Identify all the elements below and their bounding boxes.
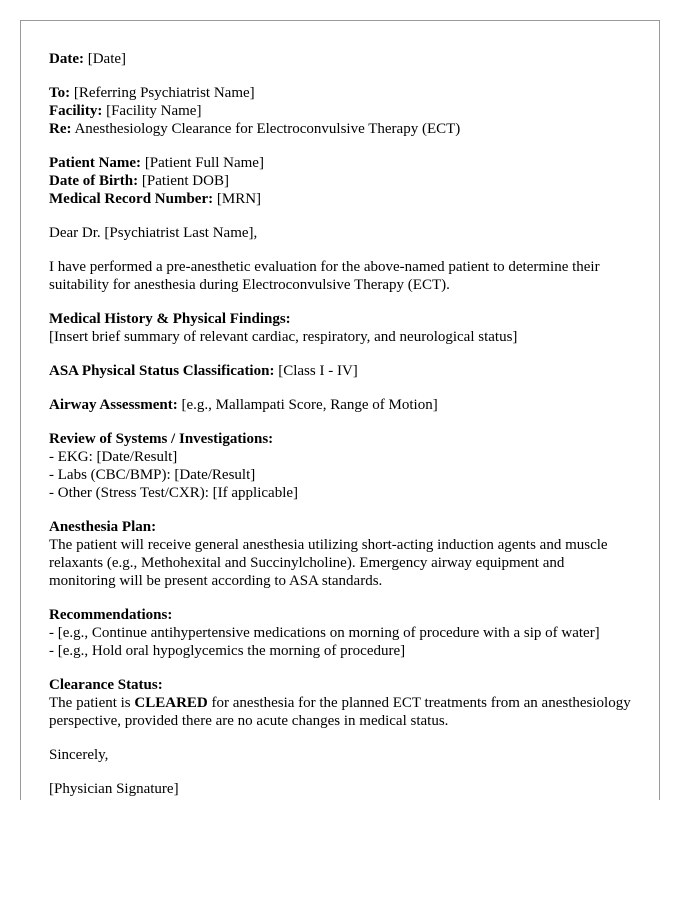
dob-label: Date of Birth: [49,173,139,189]
patient-name-value: [Patient Full Name] [144,155,264,171]
recommendations-section [49,606,631,660]
recommendations-heading: Recommendations: [49,607,173,623]
re-label: Re: [49,121,72,137]
airway-label: Airway Assessment: [49,397,178,413]
patient-name-line [49,154,631,172]
mrn-line [49,190,631,208]
intro-paragraph: I have performed a pre-anesthetic evaluation for the above-named patient to determine their suitability for anesthesia during Electroconvulsive Therapy (ECT). [49,259,600,293]
dob-line [49,172,631,190]
date-section [49,50,631,68]
history-section [49,310,631,346]
clearance-text-after: for anesthesia for the planned ECT treatments from an anesthesiology perspective, provided there are no acute changes in medical status. [49,695,631,729]
history-heading: Medical History & Physical Findings: [49,311,291,327]
airway-section [49,396,631,414]
salutation: Dear Dr. [Psychiatrist Last Name], [49,225,258,241]
plan-section [49,518,631,590]
patient-section [49,154,631,208]
date-label: Date: [49,51,84,67]
review-heading: Review of Systems / Investigations: [49,431,274,447]
letter-page [20,20,660,800]
review-item: - Labs (CBC/BMP): [Date/Result] [49,467,256,483]
clearance-heading: Clearance Status: [49,677,163,693]
clearance-text-before: The patient is [49,695,135,711]
clearance-section [49,676,631,730]
facility-line [49,102,631,120]
dob-value: [Patient DOB] [141,173,229,189]
facility-value: [Facility Name] [106,103,202,119]
to-line [49,84,631,102]
airway-value: [e.g., Mallampati Score, Range of Motion] [181,397,438,413]
recommendation-item: - [e.g., Continue antihypertensive medications on morning of procedure with a sip of water] [49,625,600,641]
plan-heading: Anesthesia Plan: [49,519,157,535]
mrn-value: [MRN] [216,191,262,207]
closing: Sincerely, [49,747,109,763]
re-value: Anesthesiology Clearance for Electroconvulsive Therapy (ECT) [74,121,461,137]
letter-body [21,21,659,798]
review-section [49,430,631,502]
signature-placeholder: [Physician Signature] [49,781,179,797]
asa-line [49,362,631,380]
recipient-section [49,84,631,138]
plan-text: The patient will receive general anesthesia utilizing short-acting induction agents and muscle relaxants (e.g., Methohexital and Succinylcholine). Emergency airway equipment and monitoring will be present according to ASA standards. [49,537,608,589]
recommendation-item: - [e.g., Hold oral hypoglycemics the morning of procedure] [49,643,406,659]
patient-name-label: Patient Name: [49,155,142,171]
history-text: [Insert brief summary of relevant cardiac, respiratory, and neurological status] [49,329,518,345]
to-value: [Referring Psychiatrist Name] [73,85,255,101]
review-item: - EKG: [Date/Result] [49,449,178,465]
to-label: To: [49,85,71,101]
airway-line [49,396,631,414]
asa-value: [Class I - IV] [278,363,358,379]
date-value: [Date] [87,51,127,67]
re-line [49,120,631,138]
facility-label: Facility: [49,103,103,119]
mrn-label: Medical Record Number: [49,191,214,207]
review-item: - Other (Stress Test/CXR): [If applicable] [49,485,299,501]
clearance-text [49,694,631,730]
asa-label: ASA Physical Status Classification: [49,363,275,379]
cleared-emphasis: CLEARED [134,695,208,711]
asa-section [49,362,631,380]
date-line [49,50,631,68]
